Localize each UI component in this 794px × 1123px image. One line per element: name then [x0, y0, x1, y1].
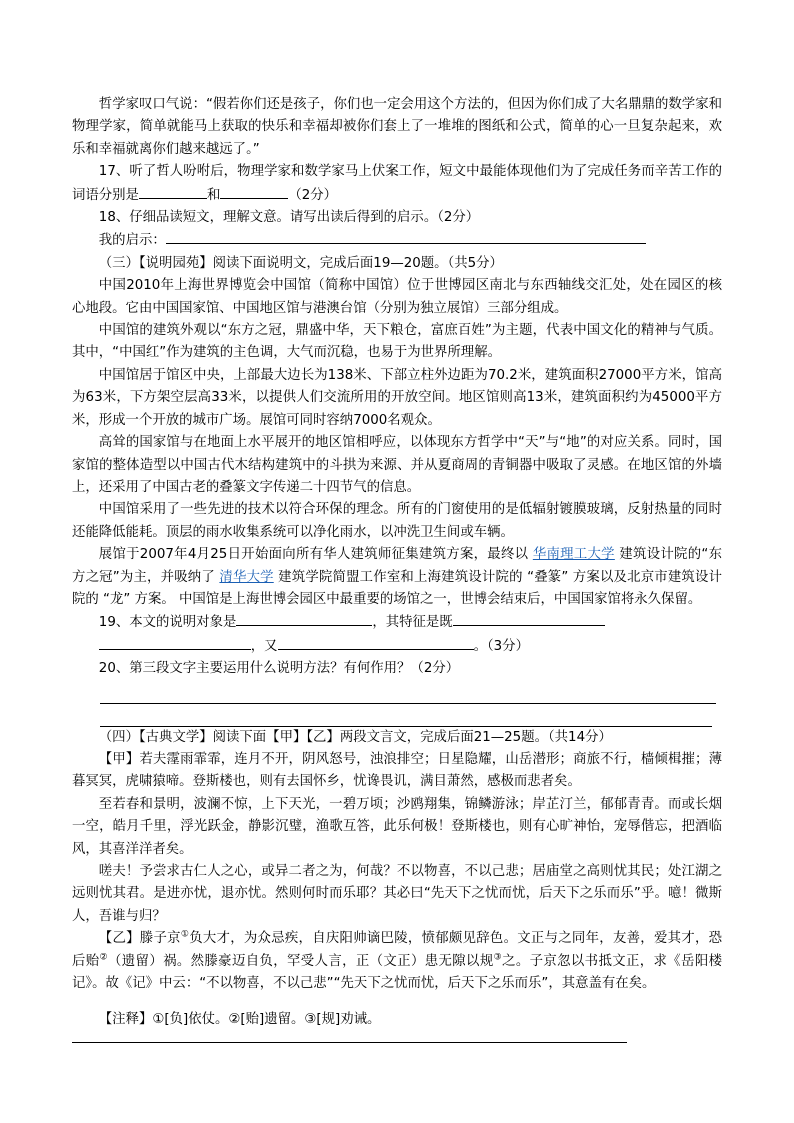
passage-jia-paragraph-2: 至若春和景明，波澜不惊，上下天光，一碧万顷；沙鸥翔集，锦鳞游泳；岸芷汀兰，郁郁青青。而或长烟一空，皓月千里，浮光跃金，静影沉璧，渔歌互答，此乐何极！登斯楼也，则有心旷神怡，宠辱偕忘，把酒临风，其喜洋洋者矣。 — [72, 796, 722, 857]
q19-text-a: 19、本文的说明对象是 — [98, 615, 237, 631]
q17-blank-2[interactable] — [220, 184, 288, 199]
question-18: 18、仔细品读短文，理解文意。请写出读后得到的启示。（2分） — [98, 210, 480, 226]
q18-label: 我的启示： — [98, 233, 166, 249]
annotation-notes: 【注释】①[负]依仗。②[贻]遗留。③[规]劝诫。 — [98, 1012, 381, 1028]
section-3-paragraph-6 — [72, 544, 722, 611]
p6-text-b: 建筑设计院的“东方之冠”为主，并吸纳了 — [72, 547, 722, 585]
q19-text-c: ，又 — [250, 638, 278, 654]
q17-blank-1[interactable] — [139, 184, 207, 199]
section-3-paragraph-1: 中国2010年上海世界博览会中国馆（简称中国馆）位于世博园区南北与东西轴线交汇处，处在园区的核心地段。它由中国国家馆、中国地区馆与港澳台馆（分别为独立展馆）三部分组成。 — [72, 278, 722, 316]
question-17 — [72, 161, 722, 207]
passage-yi-paragraph — [72, 928, 722, 995]
q18-answer-blank[interactable] — [166, 229, 646, 244]
q19-blank-object[interactable] — [236, 611, 372, 626]
footnote-marker-2: ② — [99, 952, 108, 963]
p6-text-c: 建筑学院简盟工作室和上海建筑设计院的 “叠篆” 方案以及北京市建筑设计院的 “龙” 方案。 中国馆是上海世博会园区中最重要的场馆之一，世博会结束后，中国国家馆将永久保留。 — [72, 569, 722, 607]
q20-answer-line-1[interactable] — [100, 681, 716, 704]
yi-text-a: 【乙】滕子京 — [98, 931, 181, 947]
document-page — [72, 94, 722, 1032]
yi-text-c: （遗留）祸。然滕豪迈自负，罕受人言，正（文正）患无隙以规 — [108, 953, 494, 969]
section-3-paragraph-2: 中国馆的建筑外观以“东方之冠，鼎盛中华，天下粮仓，富庶百姓”为主题，代表中国文化的精神与气质。其中，“中国红”作为建筑的主色调，大气而沉稳，也易于为世界所理解。 — [72, 323, 722, 361]
philosopher-paragraph: 哲学家叹口气说：“假若你们还是孩子，你们也一定会用这个方法的，但因为你们成了大名鼎鼎的数学家和物理学家，简单就能马上获取的快乐和幸福却被你们套上了一堆堆的图纸和公式，简单的心一旦复杂起来，欢乐和幸福就离你们越来越远了。” — [72, 97, 722, 157]
question-18-answer-line — [72, 229, 722, 252]
question-19-line-2 — [72, 635, 722, 658]
question-20: 20、第三段文字主要运用什么说明方法？有何作用？（2分） — [98, 661, 460, 677]
section-3-heading: （三）【说明园苑】阅读下面说明文，完成后面19—20题。（共5分） — [98, 255, 503, 271]
bottom-rule — [72, 1042, 627, 1043]
q17-and: 和 — [206, 187, 221, 203]
q17-text: 17、听了哲人吩咐后，物理学家和数学家马上伏案工作，短文中最能体现他们为了完成任务而辛苦工作的词语分别是 — [72, 164, 722, 203]
section-3-paragraph-5: 中国馆采用了一些先进的技术以符合环保的理念。所有的门窗使用的是低辐射镀膜玻璃，反射热量的同时还能降低能耗。顶层的雨水收集系统可以净化雨水，以冲洗卫生间或车辆。 — [72, 502, 722, 540]
q17-score: （2分） — [288, 187, 338, 203]
section-3-paragraph-3: 中国馆居于馆区中央，上部最大边长为138米、下部立柱外边距为70.2米，建筑面积27000平方米，馆高为63米，下方架空层高33米，以提供人们交流所用的开放空间。地区馆则高13米，建筑面积约为45000平方米，形成一个开放的城市广场。展馆可同时容纳7000名观众。 — [72, 367, 722, 428]
link-tsinghua-university[interactable]: 清华大学 — [219, 569, 274, 585]
yi-text-d: 之。子京忽以书抵文正，求《岳阳楼记》。故《记》中云：“不以物喜，不以己悲”“先天下之忧而忧，后天下之乐而乐”，其意盖有在矣。 — [72, 953, 723, 992]
q20-answer-line-2[interactable] — [100, 704, 712, 727]
spacer — [72, 995, 722, 1009]
footnote-marker-3: ③ — [493, 952, 503, 963]
question-19 — [72, 611, 722, 634]
footnote-marker-1: ① — [180, 929, 190, 940]
passage-jia-paragraph-1: 【甲】若夫霪雨霏霏，连月不开，阴风怒号，浊浪排空；日星隐耀，山岳潜形；商旅不行，樯倾楫摧；薄暮冥冥，虎啸猿啼。登斯楼也，则有去国怀乡，忧谗畏讥，满目萧然，感极而悲者矣。 — [72, 751, 722, 790]
p6-text-a: 展馆于2007年4月25日开始面向所有华人建筑师征集建筑方案，最终以 — [98, 547, 533, 563]
passage-jia-paragraph-3: 嗟夫！予尝求古仁人之心，或异二者之为，何哉？不以物喜，不以己悲；居庙堂之高则忧其民；处江湖之远则忧其君。是进亦忧，退亦忧。然则何时而乐耶？其必曰“先天下之忧而忧，后天下之乐而乐”乎。噫！微斯人，吾谁与归？ — [72, 864, 722, 924]
yi-text-b: 负大才，为众忌疾，自庆阳帅谪巴陵，愤郁颇见辞色。文正与之同年，友善，爱其才，恐后贻 — [72, 931, 723, 969]
q19-blank-feature-2[interactable] — [99, 635, 251, 650]
q19-text-d: 。（3分） — [473, 638, 529, 654]
section-4-heading: （四）【古典文学】阅读下面【甲】【乙】两段文言文，完成后面21—25题。（共14分） — [98, 729, 612, 745]
q19-blank-feature-3[interactable] — [278, 635, 474, 650]
q19-blank-feature-1[interactable] — [453, 611, 605, 626]
link-south-china-univ-of-tech[interactable]: 华南理工大学 — [532, 547, 615, 563]
q19-text-b: ，其特征是既 — [372, 615, 453, 631]
section-3-paragraph-4: 高耸的国家馆与在地面上水平展开的地区馆相呼应，以体现东方哲学中“天”与“地”的对应关系。同时，国家馆的整体造型以中国古代木结构建筑中的斗拱为来源、并从夏商周的青铜器中吸取了灵感。在地区馆的外墙上，还采用了中国古老的叠篆文字传递二十四节气的信息。 — [72, 435, 722, 495]
